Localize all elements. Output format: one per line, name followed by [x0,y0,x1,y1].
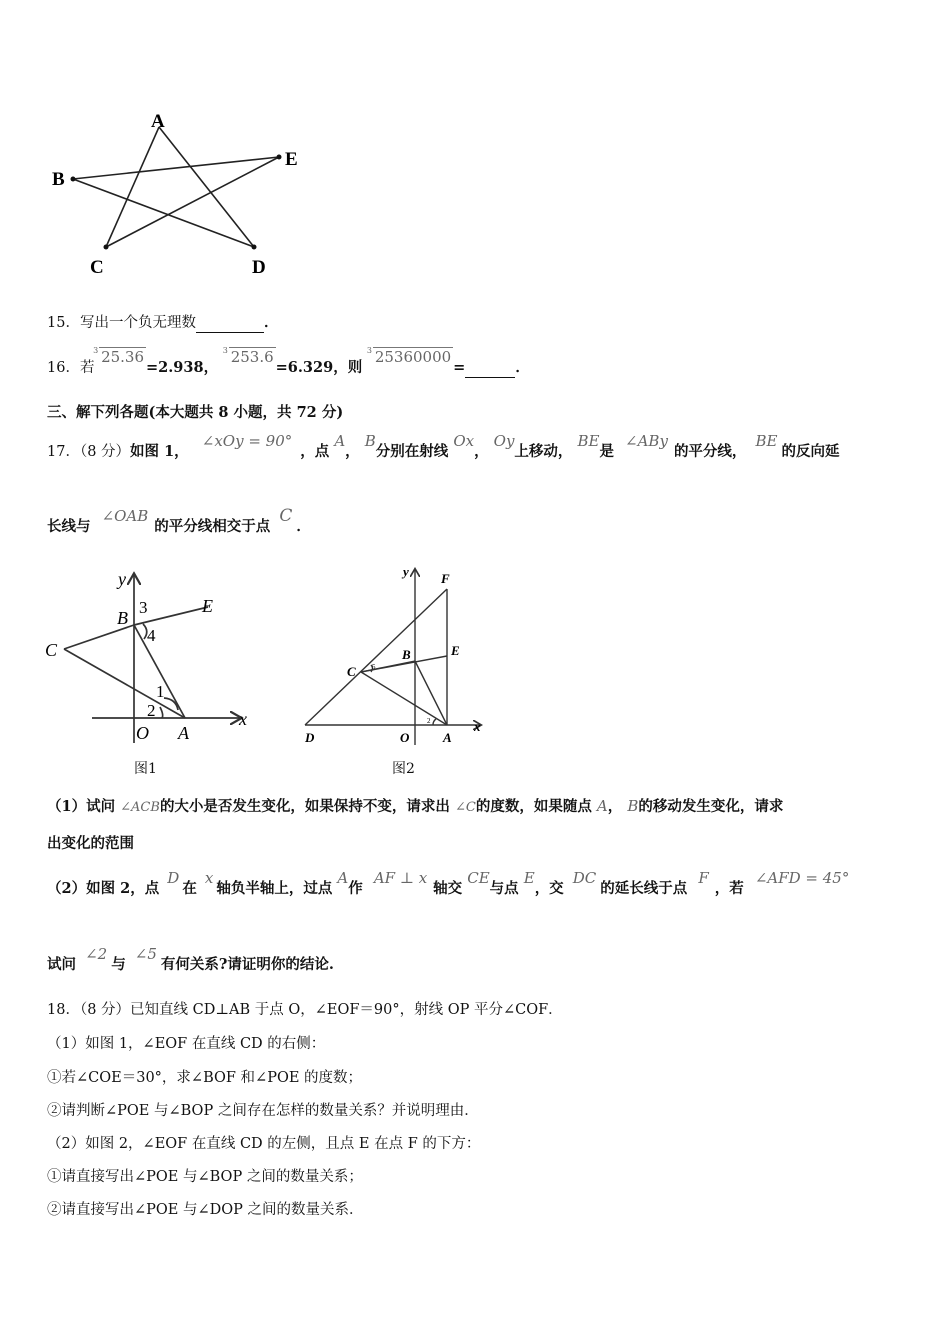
fig1-label-x: x [239,709,247,729]
fig2-label-y: y [403,564,409,579]
fig2-label-e: E [451,643,460,658]
question-18-line4: ②请判断∠POE 与∠BOP 之间存在怎样的数量关系？并说明理由． [47,1103,479,1119]
section-3-title: 三、解下列各题(本大题共 8 小题，共 72 分) [47,404,344,421]
star-label-c: C [90,257,104,278]
star-label-a: A [151,111,165,132]
fig2-label-2: 2 [427,717,431,725]
fig2-label-5: 5 [372,663,376,671]
cube-root-3: 3 25360000 [366,346,452,366]
question-16: 16．若 3 25.36=2.938， 3 253.6=6.329，则 3 25360000= ． [47,346,530,376]
star-label-b: B [52,169,65,190]
fig1-label-1: 1 [156,682,165,701]
star-label-d: D [252,257,266,278]
fig1-label-3: 3 [139,598,148,617]
question-17-part1: （1）试问 ∠ACB的大小是否发生变化，如果保持不变，请求出 ∠C的度数，如果随点 A， B的移动发生变化，请求 [47,797,784,815]
question-18-line7: ②请直接写出∠POE 与∠DOP 之间的数量关系． [47,1202,364,1218]
fig1-label-4: 4 [147,626,156,645]
question-17-line2: 长线与 ∠OAB的平分线相交于点 C． [47,506,311,535]
fig1-label-y: y [118,569,126,589]
question-17-part2-cont: 试问 ∠2与 ∠5有何关系?请证明你的结论. [47,945,334,973]
fig2-label-b: B [402,647,411,662]
cube-root-1: 3 25.36 [93,346,145,366]
fig1-label-o: O [136,723,149,743]
question-18-line5: （2）如图 2，∠EOF 在直线 CD 的左侧，且点 E 在点 F 的下方： [47,1136,481,1152]
fig2-label-c: C [347,664,356,679]
star-figure [40,105,320,285]
fig1-label-e: E [202,596,213,616]
fig1-label-c: C [45,640,58,660]
fig1-label-b: B [117,608,128,628]
question-18-line3: ①若∠COE＝30°，求∠BOF 和∠POE 的度数； [47,1070,363,1086]
question-18-line2: （1）如图 1，∠EOF 在直线 CD 的右侧： [47,1036,326,1052]
cube-root-2: 3 253.6 [222,346,274,366]
question-18-line6: ①请直接写出∠POE 与∠BOP 之间的数量关系； [47,1169,363,1185]
fig1-label-2: 2 [147,701,156,720]
q15-blank [196,312,264,333]
fig1-label-a: A [178,723,189,743]
fig2-label-x: x [474,719,481,734]
figure-2 [300,562,495,752]
star-label-e: E [285,149,298,170]
fig2-label-f: F [441,571,450,586]
math-angle-xoy: ∠xOy = 90° [201,432,293,450]
fig2-label-o: O [400,730,410,745]
figure-1-caption: 图1 [134,761,157,777]
q16-blank [465,357,515,378]
question-15: 15．写出一个负无理数 ． [47,314,279,331]
question-17-line1: 17．（8 分）如图 1， ∠xOy = 90°，点 A， B分别在射线 Ox， Oy上移动， BE是 ∠ABy的平分线， BE的反向延 [47,432,840,460]
figure-2-caption: 图2 [392,761,415,777]
fig2-label-a: A [443,730,452,745]
question-17-part1-cont: 出变化的范围 [47,835,134,852]
question-18-line1: 18．（8 分）已知直线 CD⊥AB 于点 O，∠EOF＝90°，射线 OP 平分∠COF． [47,1002,563,1018]
figure-1 [40,565,260,750]
fig2-label-d: D [305,730,315,745]
question-17-part2: （2）如图 2，点 D在 x轴负半轴上，过点 A作 AF ⊥ x轴交 CE与点 E，交 DC的延长线于点 F，若 ∠AFD = 45° [47,869,850,897]
q15-text: 写出一个负无理数 [79,315,196,331]
